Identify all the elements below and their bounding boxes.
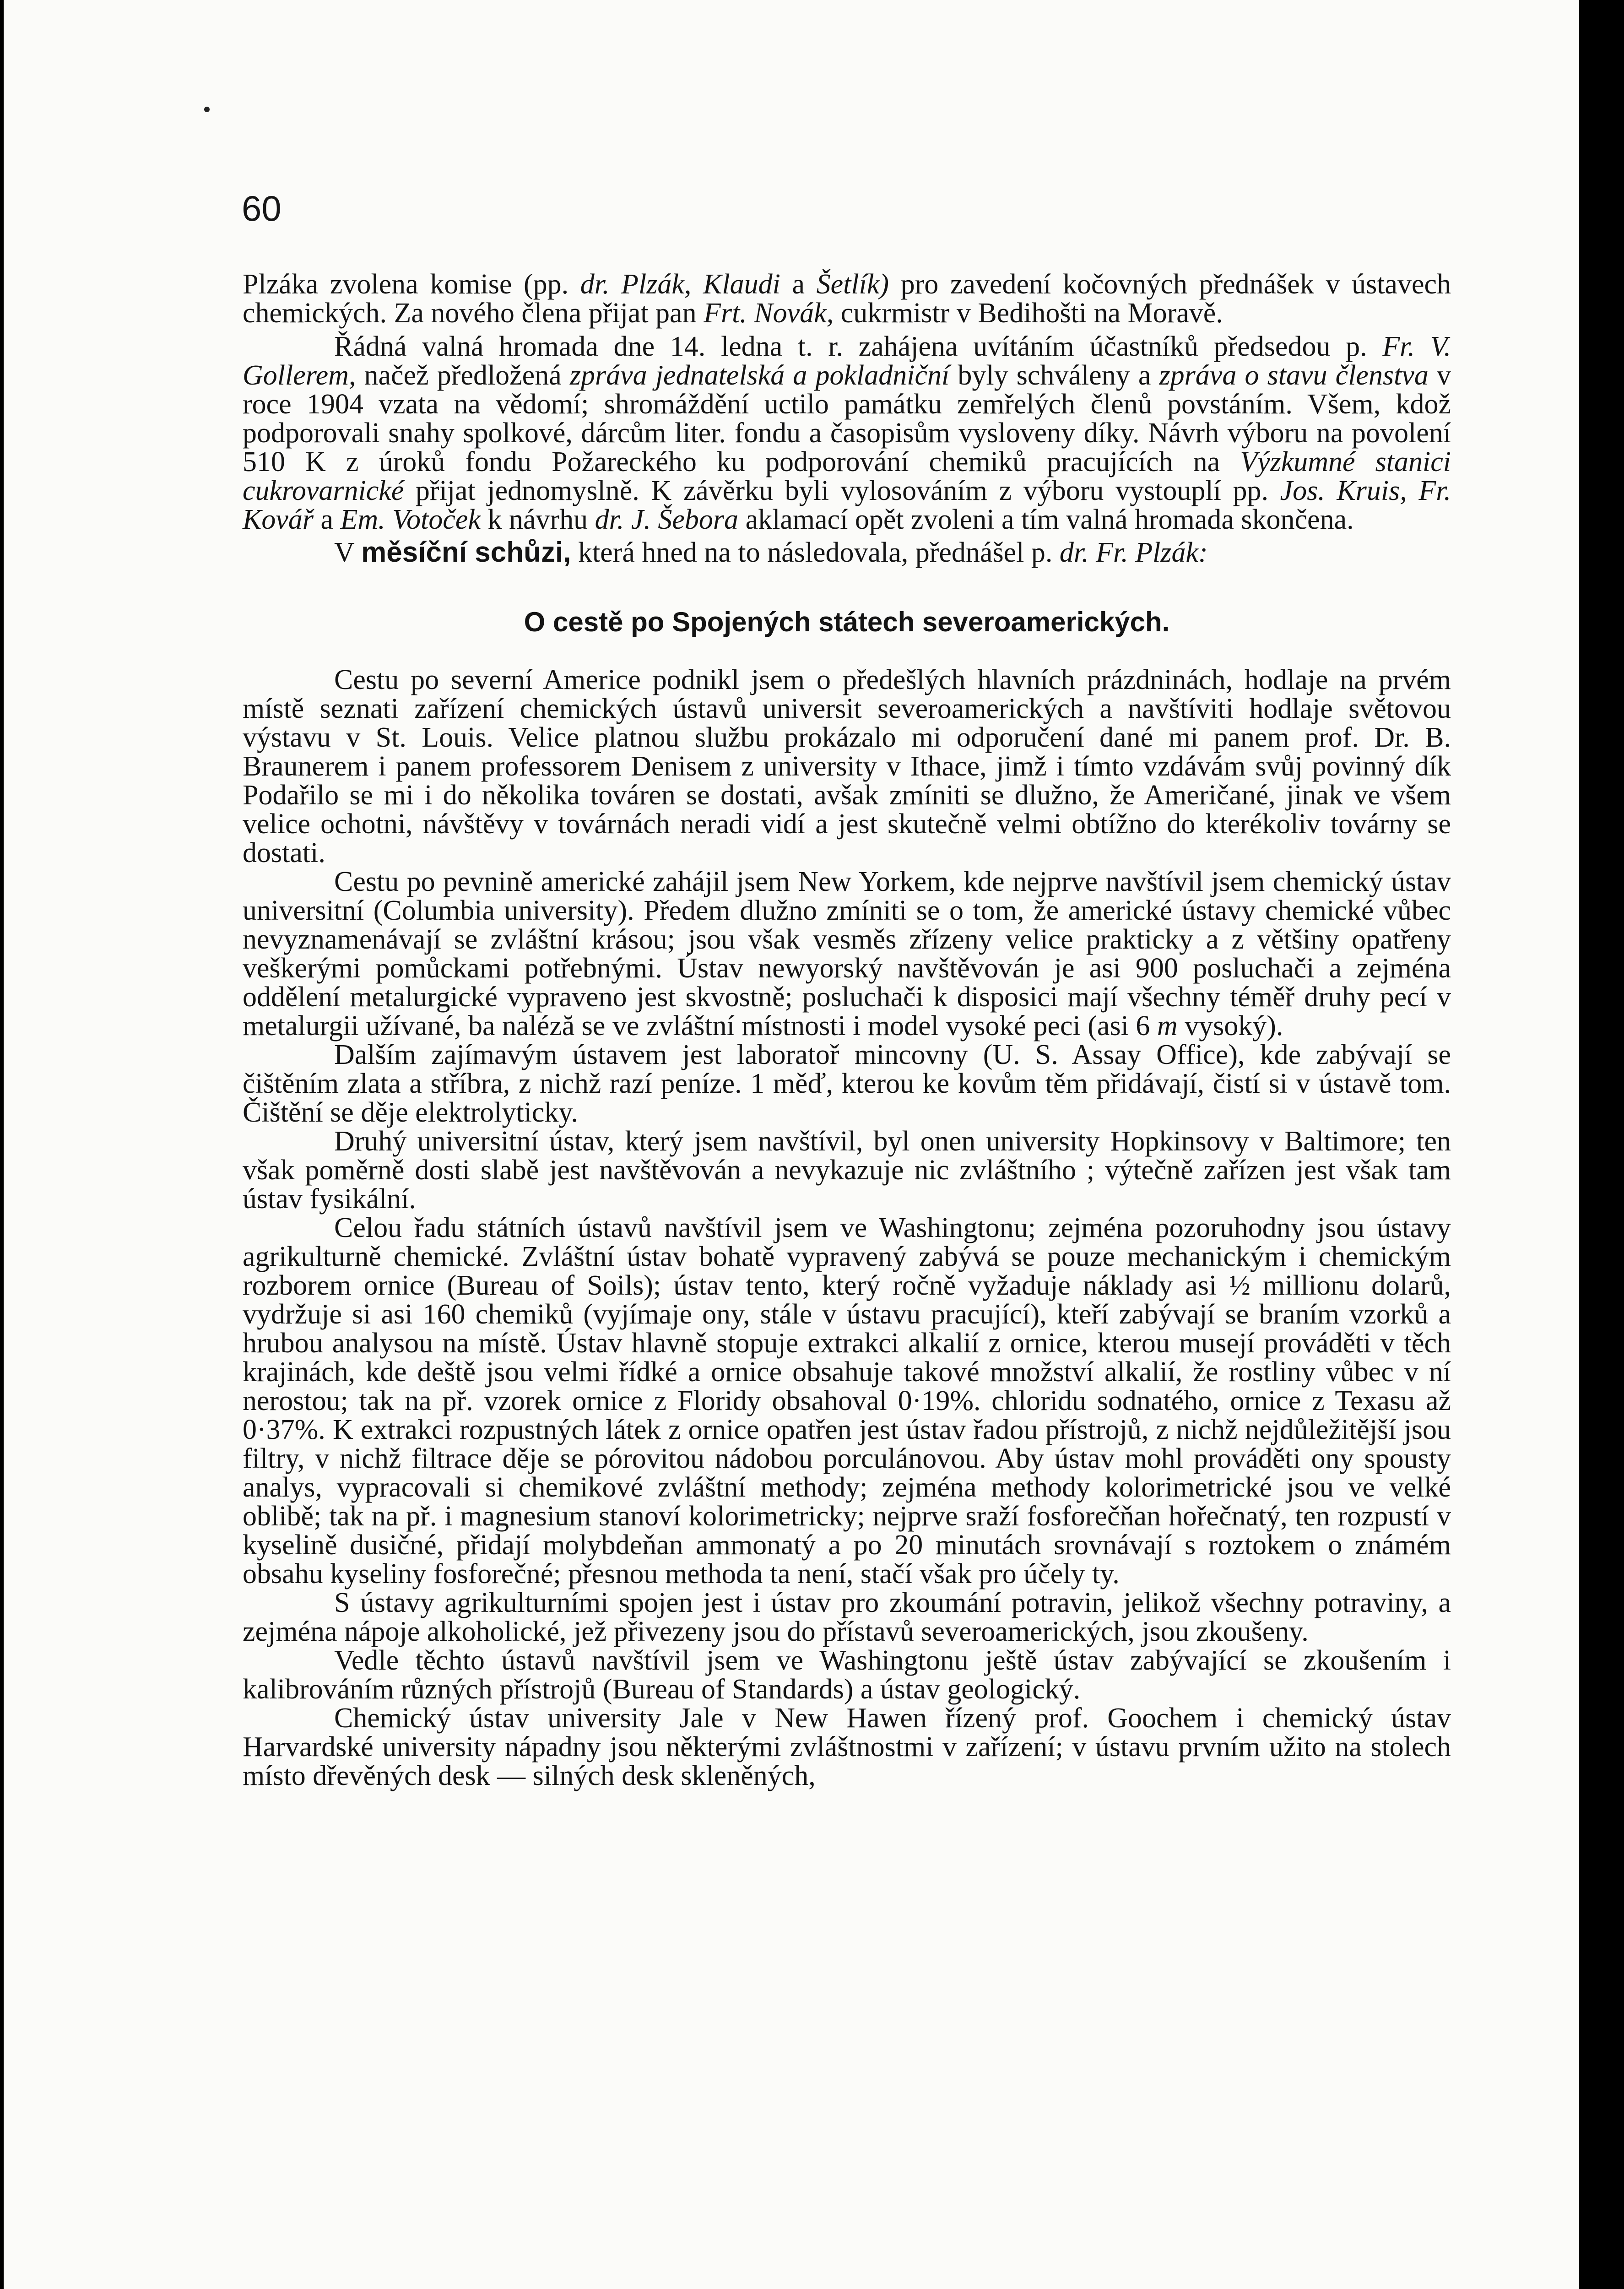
paragraph-10: Vedle těchto ústavů navštívil jsem ve Washingtonu ještě ústav zabývající se zkoušením i kalibrováním různých přístrojů (Bureau of Standards) a ústav geologický. [243, 1645, 1451, 1705]
paragraph-2: Řádná valná hromada dne 14. ledna t. r. zahájena uvítáním účastníků předsedou p. Fr. V. Gollerem, načež předložená zpráva jednatelská a pokladniční byly schváleny a zpráva o stavu členstva v roce 1904 vzata na vědomí; shromáždění uctilo památku zemřelých členů povstáním. Všem, kdož podporovali snahy spolkové, dárcům liter. fondu a časopisům vysloveny díky. Návrh výboru na povolení 510 K z úroků fondu Požareckého ku podporování chemiků pracujících na Výzkumné stanici cukrovarnické přijat jednomyslně. K závěrku byli vylosováním z výboru vystouplí pp. Jos. Kruis, Fr. Kovář a Em. Votoček k návrhu dr. J. Šebora aklamací opět zvoleni a tím valná hromada skončena. [243, 331, 1451, 535]
paragraph-1: Plzáka zvolena komise (pp. dr. Plzák, Klaudi a Šetlík) pro zavedení kočovných přednášek v ústavech chemických. Za nového člena přijat pan Frt. Novák, cukrmistr v Bedihošti na Moravě. [243, 269, 1451, 329]
paragraph-6: Dalším zajímavým ústavem jest laboratoř mincovny (U. S. Assay Office), kde zabývají se čištěním zlata a stříbra, z nichž razí peníze. 1 měď, kterou ke kovům těm přidávají, čistí si v ústavě tom. Čištění se děje elektrolyticky. [243, 1039, 1451, 1128]
paragraph-3: V měsíční schůzi, která hned na to následovala, přednášel p. dr. Fr. Plzák: [334, 537, 1208, 568]
scan-border [1579, 0, 1624, 2289]
speck [204, 107, 210, 112]
paragraph-9: S ústavy agrikulturními spojen jest i ústav pro zkoumání potravin, jelikož všechny potraviny, a zejména nápoje alkoholické, jež přivezeny jsou do přístavů severoamerických, jsou zkoušeny. [243, 1587, 1451, 1647]
page-number: 60 [242, 188, 281, 228]
book-page [4, 0, 1579, 2289]
page-body [243, 270, 1451, 1790]
paragraph-7: Druhý universitní ústav, který jsem navštívil, byl onen university Hopkinsovy v Baltimore; ten však poměrně dosti slabě jest navštěvován a nevykazuje nic zvláštního ; výtečně zařízen jest však tam ústav fysikální. [243, 1126, 1451, 1215]
paragraph-8: Celou řadu státních ústavů navštívil jsem ve Washingtonu; zejména pozoruhodny jsou ústavy agrikulturně chemické. Zvláštní ústav bohatě vypravený zabývá se pouze mechanickým i chemickým rozborem ornice (Bureau of Soils); ústav tento, který ročně vyžaduje náklady asi ½ millionu dolarů, vydržuje si asi 160 chemiků (vyjímaje ony, stále v ústavu pracující), kteří zabývají se braním vzorků a hrubou analysou na místě. Ústav hlavně stopuje extrakci alkalií z ornice, kterou musejí prováděti v těch krajinách, kde deště jsou velmi řídké a ornice obsahuje takové množství alkalií, že rostliny vůbec v ní nerostou; tak na př. vzorek ornice z Floridy obsahoval 0·19%. chloridu sodnatého, ornice z Texasu až 0·37%. K extrakci rozpustných látek z ornice opatřen jest ústav řadou přístrojů, z nichž nejdůležitější jsou filtry, v nichž filtrace děje se pórovitou nádobou porculánovou. Aby ústav mohl prováděti ony spousty analys, vypracovali si chemikové zvláštní methody; zejména methody kolorimetrické jsou ve velké oblibě; tak na př. i magnesium stanoví kolorimetricky; nejprve sraží fosforečňan hořečnatý, ten rozpustí v kyselině dusičné, přidají molybdeňan ammonatý a po 20 minutách srovnávají s roztokem o známém obsahu kyseliny fosforečné; přesnou methoda ta není, stačí však pro účely ty. [243, 1212, 1451, 1589]
paragraph-11: Chemický ústav university Jale v New Hawen řízený prof. Goochem i chemický ústav Harvardské university nápadny jsou některými zvláštnostmi v zařízení; v ústavu prvním užito na stolech místo dřevěných desk — silných desk skleněných, [243, 1703, 1451, 1791]
paragraph-4: Cestu po severní Americe podnikl jsem o předešlých hlavních prázdninách, hodlaje na prvém místě seznati zařízení chemických ústavů universit severoamerických a navštíviti hodlaje světovou výstavu v St. Louis. Velice platnou službu prokázalo mi odporučení dané mi panem prof. Dr. B. Braunerem i panem professorem Denisem z university v Ithace, jimž i tímto vzdávám svůj povinný dík Podařilo se mi i do několika továren se dostati, avšak zmíniti se dlužno, že Američané, jinak ve všem velice ochotni, návštěvy v továrnách neradi vidí a jest skutečně velmi obtížno do kterékoliv továrny se dostati. [243, 664, 1451, 868]
paragraph-5: Cestu po pevnině americké zahájil jsem New Yorkem, kde nejprve navštívil jsem chemický ústav universitní (Columbia university). Předem dlužno zmíniti se o tom, že americké ústavy chemické vůbec nevyznamenávají se zvláštní krásou; jsou však vesměs zřízeny velice prakticky a z většiny opatřeny veškerými pomůckami potřebnými. Ústav newyorský navštěvován je asi 900 posluchači a zejména oddělení metalurgické vypraveno jest skvostně; posluchači k disposici mají všechny téměř druhy pecí v metalurgii užívané, ba naléză se ve zvláštní místnosti i model vysoké peci (asi 6 m vysoký). [243, 866, 1451, 1041]
section-heading: O cestě po Spojených státech severoamerických. [524, 607, 1170, 637]
